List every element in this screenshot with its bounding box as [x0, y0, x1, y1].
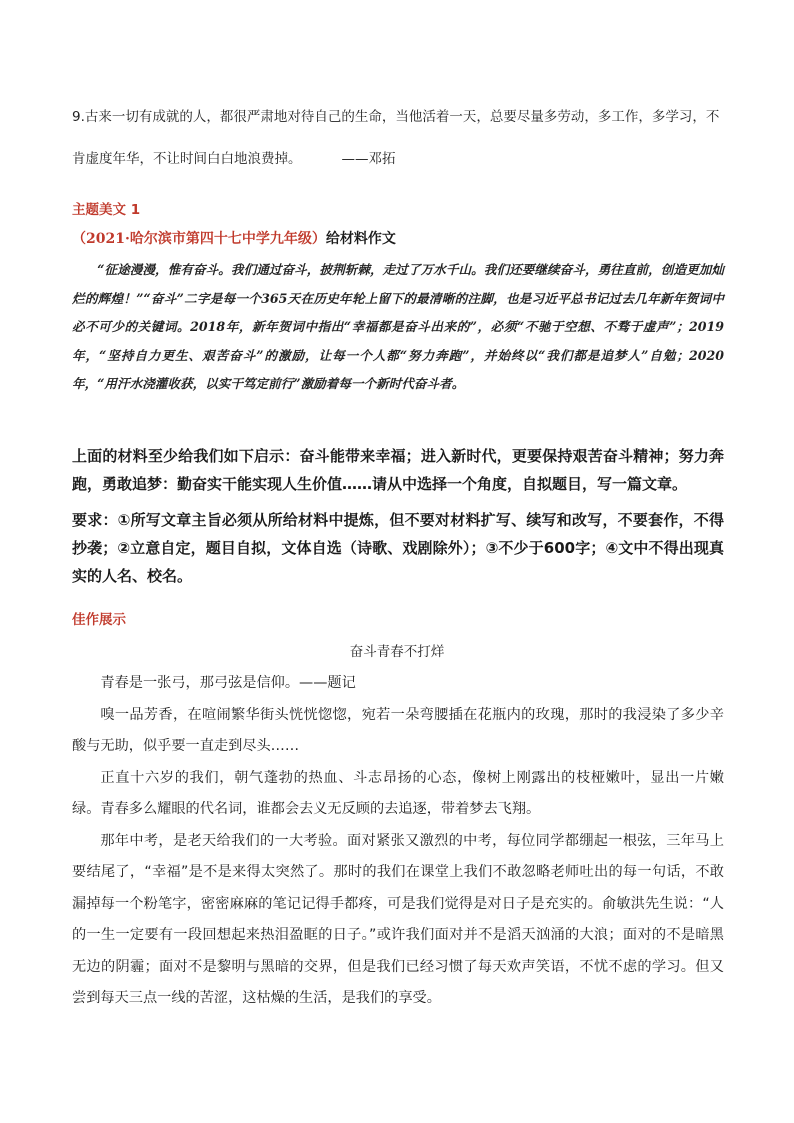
source-line [72, 228, 396, 248]
source-origin: （2021·哈尔滨市第四十七中学九年级） [72, 231, 326, 247]
source-type: 给材料作文 [325, 231, 396, 247]
material-text: “征途漫漫，惟有奋斗。我们通过奋斗，披荆斩棘，走过了万水千山。我们还要继续奋斗，勇往直前，创造更加灿烂的辉煌！”“奋斗”二字是每一个365天在历史年轮上留下的最清晰的注脚，也是习近平总书记过去几年新年贺词中必不可少的关键词。2018年，新年贺词中指出“幸福都是奋斗出来的”，必须“不驰于空想、不骛于虚声”；2019年，“坚持自力更生、艰苦奋斗”的激励，让每一个人都“努力奔跑”，并始终以“我们都是追梦人”自勉；2020年，“用汗水浇灌收获，以实干笃定前行”激励着每一个新时代奋斗者。 [72, 262, 724, 391]
showcase-title: 佳作展示 [72, 612, 126, 628]
essay-paragraph: 正直十六岁的我们，朝气蓬勃的热血、斗志昂扬的心态，像树上刚露出的枝桠嫩叶，显出一片嫩绿。青春多么耀眼的代名词，谁都会去义无反顾的去追逐，带着梦去飞翔。 [72, 769, 724, 817]
quote-author: ——邓拓 [341, 151, 396, 167]
section-title: 主题美文 1 [72, 202, 141, 218]
essay-title: 奋斗青春不打烊 [349, 644, 445, 660]
essay-paragraph: 嗅一品芳香，在喧闹繁华街头恍恍惚惚，宛若一朵弯腰插在花瓶内的玫瑰，那时的我浸染了多少辛酸与无助，似乎要一直走到尽头…… [72, 706, 724, 754]
essay-body [72, 668, 724, 1015]
essay-paragraph: 青春是一张弓，那弓弦是信仰。——题记 [100, 675, 356, 691]
quote-text: 9.古来一切有成就的人，都很严肃地对待自己的生命，当他活着一天，总要尽量多劳动，多工作，多学习，不肯虚度年华，不让时间白白地浪费掉。 [72, 109, 720, 167]
prompt-enlighten: 上面的材料至少给我们如下启示：奋斗能带来幸福；进入新时代，更要保持艰苦奋斗精神；努力奔跑，勇敢追梦：勤奋实干能实现人生价值……请从中选择一个角度，自拟题目，写一篇文章。 [72, 447, 724, 493]
essay-paragraph: 那年中考，是老天给我们的一大考验。面对紧张又激烈的中考，每位同学都绷起一根弦，三年马上要结尾了，“幸福”是不是来得太突然了。那时的我们在课堂上我们不敢忽略老师吐出的每一句话，不敢漏掉每一个粉笔字，密密麻麻的笔记记得手都疼，可是我们觉得是对日子是充实的。俞敏洪先生说：“人的一生一定要有一段回想起来热泪盈眶的日子。”或许我们面对并不是滔天汹涌的大浪；面对的不是暗黑无边的阴霾；面对不是黎明与黑暗的交界，但是我们已经习惯了每天欢声笑语，不忧不虑的学习。但又尝到每天三点一线的苦涩，这枯燥的生活，是我们的享受。 [72, 832, 724, 1006]
quote-block [72, 96, 732, 180]
prompt-requirements: 要求：①所写文章主旨必须从所给材料中提炼，但不要对材料扩写、续写和改写，不要套作，不得抄袭；②立意自定，题目自拟，文体自选（诗歌、戏剧除外）；③不少于600字；④文中不得出现真实的人名、校名。 [72, 511, 724, 585]
